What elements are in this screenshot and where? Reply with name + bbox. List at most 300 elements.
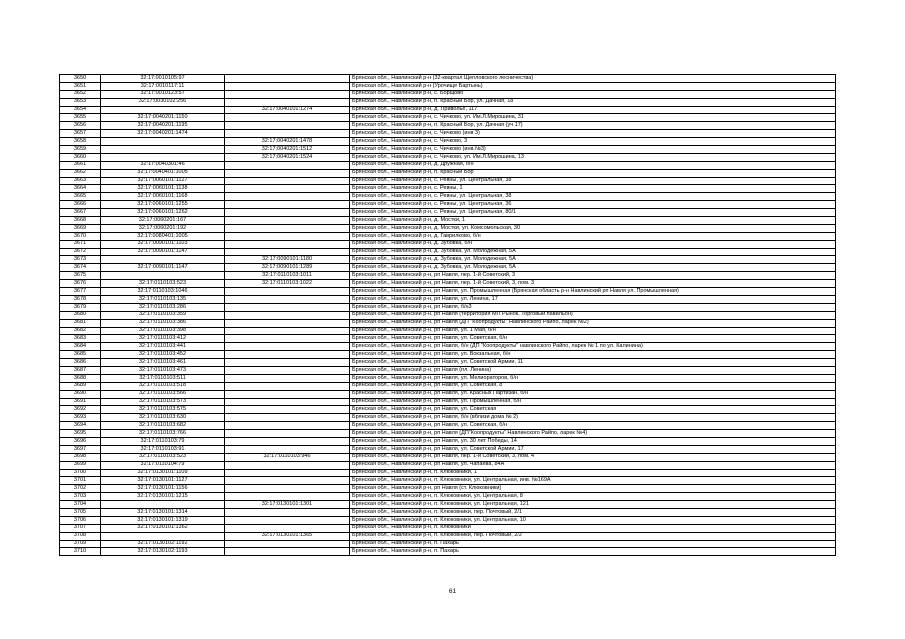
cadastral-number-cell: 32:17:0110103:575 [101, 406, 225, 414]
cadastral-number-cell [101, 138, 225, 146]
cadastral-number-cell: 32:17:0040301:46 [101, 161, 225, 169]
row-number-cell: 3696 [60, 437, 101, 445]
row-number-cell: 3660 [60, 153, 101, 161]
row-number-cell: 3662 [60, 169, 101, 177]
cadastral-number-cell: 32:17:0110103:518 [101, 382, 225, 390]
cadastral-number-cell [101, 501, 225, 509]
address-cell: Брянская обл., Навлинский р-н, с. Чичково (инв.№3) [350, 146, 836, 154]
sub-cadastral-number-cell [225, 224, 350, 232]
row-number-cell: 3709 [60, 540, 101, 548]
sub-cadastral-number-cell [225, 295, 350, 303]
row-number-cell: 3686 [60, 359, 101, 367]
sub-cadastral-number-cell [225, 177, 350, 185]
row-number-cell: 3666 [60, 201, 101, 209]
address-cell: Брянская обл., Навлинский р-н, рп Навля, ул. Красных Партизан, б/н [350, 390, 836, 398]
address-cell: Брянская обл., Навлинский р-н, с. Ревны, 1 [350, 185, 836, 193]
address-cell: Брянская обл., Навлинский р-н, рп Навля, пер. 1-й Советский, 3, пом. 4 [350, 453, 836, 461]
table-row [60, 327, 836, 335]
table-row [60, 201, 836, 209]
table-row [60, 153, 836, 161]
cadastral-number-cell: 32:17:0130102:1192 [101, 540, 225, 548]
address-cell: Брянская обл., Навлинский р-н, рп Навля, ул. Чапаева, 84А [350, 461, 836, 469]
row-number-cell: 3671 [60, 240, 101, 248]
row-number-cell: 3651 [60, 82, 101, 90]
cadastral-number-cell: 32:17:0110103:135 [101, 295, 225, 303]
address-cell: Брянская обл., Навлинский р-н, п. Красный Бор, ул. Дачная (уч 17) [350, 122, 836, 130]
table-row [60, 430, 836, 438]
sub-cadastral-number-cell [225, 232, 350, 240]
address-cell: Брянская обл., Навлинский р-н, рп Навля, ул. Советская, 8 [350, 382, 836, 390]
row-number-cell: 3697 [60, 445, 101, 453]
address-cell: Брянская обл., Навлинский р-н, рп Навля, ул. Мелиораторов, б/н [350, 374, 836, 382]
address-cell: Брянская обл., Навлинский р-н, с. Чичково, 3 [350, 138, 836, 146]
register-table-body [60, 75, 836, 556]
row-number-cell: 3656 [60, 122, 101, 130]
table-row [60, 374, 836, 382]
address-cell: Брянская обл., Навлинский р-н, с. Ревны, ул. Центральная, 36 [350, 201, 836, 209]
cadastral-number-cell: 32:17:0060101:1138 [101, 185, 225, 193]
table-row [60, 485, 836, 493]
sub-cadastral-number-cell [225, 540, 350, 548]
sub-cadastral-number-cell [225, 390, 350, 398]
sub-cadastral-number-cell [225, 366, 350, 374]
cadastral-number-cell: 32:17:0040201:1195 [101, 122, 225, 130]
cadastral-number-cell: 32:17:0130101:1215 [101, 493, 225, 501]
table-row [60, 98, 836, 106]
table-row [60, 524, 836, 532]
address-cell: Брянская обл., Навлинский р-н, д. Зубовка, б/н [350, 240, 836, 248]
row-number-cell: 3650 [60, 75, 101, 83]
cadastral-number-cell: 32:17:0110103:511 [101, 374, 225, 382]
row-number-cell: 3705 [60, 508, 101, 516]
row-number-cell: 3654 [60, 106, 101, 114]
row-number-cell: 3690 [60, 390, 101, 398]
address-cell: Брянская обл., Навлинский р-н, рп Навля, ул. 30 лет Победы, 14 [350, 437, 836, 445]
address-cell: Брянская обл., Навлинский р-н, рп Навля, ул. Ленина, 17 [350, 295, 836, 303]
page-number: 61 [448, 588, 457, 595]
sub-cadastral-number-cell [225, 217, 350, 225]
sub-cadastral-number-cell: 32:17:0090101:1180 [225, 256, 350, 264]
table-row [60, 90, 836, 98]
cadastral-number-cell: 32:17:0110103:573 [101, 398, 225, 406]
table-row [60, 311, 836, 319]
cadastral-number-cell: 32:17:0110103:91 [101, 445, 225, 453]
address-cell: Брянская обл., Навлинский р-н, рп Навля, б/н3 [350, 303, 836, 311]
sub-cadastral-number-cell [225, 311, 350, 319]
row-number-cell: 3664 [60, 185, 101, 193]
address-cell: Брянская обл., Навлинский р-н, д. Зубовка, ул. Молодежная, 5А [350, 264, 836, 272]
row-number-cell: 3670 [60, 232, 101, 240]
row-number-cell: 3675 [60, 272, 101, 280]
sub-cadastral-number-cell [225, 516, 350, 524]
table-row [60, 217, 836, 225]
address-cell: Брянская обл., Навлинский р-н, д. Зубовка, ул. Молодежная, 5А [350, 256, 836, 264]
table-row [60, 256, 836, 264]
cadastral-number-cell: 32:17:0090101:1147 [101, 248, 225, 256]
address-cell: Брянская обл., Навлинский р-н, рп Навля, ул. Советская, б/н [350, 335, 836, 343]
cadastral-number-cell: 32:17:0010117:11 [101, 82, 225, 90]
sub-cadastral-number-cell [225, 461, 350, 469]
address-cell: Брянская обл., Навлинский р-н, с. Ревны, ул. Центральная, 38 [350, 193, 836, 201]
address-cell: Брянская обл., Навлинский р-н, п. Клюковники, ул. Центральная, 10 [350, 516, 836, 524]
table-row [60, 406, 836, 414]
sub-cadastral-number-cell [225, 351, 350, 359]
table-row [60, 437, 836, 445]
sub-cadastral-number-cell [225, 398, 350, 406]
cadastral-number-cell: 32:17:0110103:630 [101, 414, 225, 422]
sub-cadastral-number-cell [225, 406, 350, 414]
address-cell: Брянская обл., Навлинский р-н, рп Навля, ул. Советской Армии, 11 [350, 359, 836, 367]
address-cell: Брянская обл., Навлинский р-н, п. Клюковники, ул. Центральная, 8 [350, 493, 836, 501]
address-cell: Брянская обл., Навлинский р-н, д. Мостки, ул. Комсомольская, 30 [350, 224, 836, 232]
address-cell: Брянская обл., Навлинский р-н, рп Навля, ул. Советской Армии, 17 [350, 445, 836, 453]
cadastral-number-cell: 32:17:0060201:192 [101, 224, 225, 232]
property-register-table [59, 74, 836, 556]
address-cell: Брянская обл., Навлинский р-н, д. Привольe, 117 [350, 106, 836, 114]
cadastral-number-cell: 32:17:0130101:1314 [101, 508, 225, 516]
row-number-cell: 3669 [60, 224, 101, 232]
row-number-cell: 3657 [60, 130, 101, 138]
address-cell: Брянская обл., Навлинский р-н, п. Клюковники, пер. Почтовый, 2/1 [350, 508, 836, 516]
sub-cadastral-number-cell: 32:17:0090101:1289 [225, 264, 350, 272]
address-cell: Брянская обл., Навлинский р-н, рп Навля (территория МП Рынок, Торговый павильон) [350, 311, 836, 319]
row-number-cell: 3680 [60, 311, 101, 319]
address-cell: Брянская обл., Навлинский р-н, рп Навля (пл. Ленина) [350, 366, 836, 374]
address-cell: Брянская обл., Навлинский р-н, с. Чичково, ул. Им.Л.Мирошина, 31 [350, 114, 836, 122]
sub-cadastral-number-cell [225, 430, 350, 438]
row-number-cell: 3683 [60, 335, 101, 343]
cadastral-number-cell [101, 146, 225, 154]
sub-cadastral-number-cell [225, 288, 350, 296]
sub-cadastral-number-cell [225, 114, 350, 122]
cadastral-number-cell: 32:17:0010123:57 [101, 90, 225, 98]
table-row [60, 319, 836, 327]
table-row [60, 224, 836, 232]
sub-cadastral-number-cell: 32:17:0130101:1365 [225, 532, 350, 540]
address-cell: Брянская обл., Навлинский р-н, рп Навля (ДП "Коопродукты" Навлинского Райпо, ларек №2) [350, 319, 836, 327]
address-cell: Брянская обл., Навлинский р-н, п. Пахарь [350, 540, 836, 548]
sub-cadastral-number-cell [225, 169, 350, 177]
cadastral-number-cell: 32:17:0110103:286 [101, 303, 225, 311]
row-number-cell: 3703 [60, 493, 101, 501]
sub-cadastral-number-cell [225, 437, 350, 445]
table-row [60, 303, 836, 311]
table-row [60, 209, 836, 217]
address-cell: Брянская обл., Навлинский р-н, рп Навля, ул. 1 Мая, б/н [350, 327, 836, 335]
cadastral-number-cell: 32:17:0130102:1193 [101, 548, 225, 556]
sub-cadastral-number-cell [225, 82, 350, 90]
row-number-cell: 3653 [60, 98, 101, 106]
cadastral-number-cell: 32:17:0110103:386 [101, 319, 225, 327]
row-number-cell: 3652 [60, 90, 101, 98]
cadastral-number-cell: 32:17:0110103:523 [101, 453, 225, 461]
cadastral-number-cell [101, 532, 225, 540]
row-number-cell: 3663 [60, 177, 101, 185]
table-row [60, 185, 836, 193]
address-cell: Брянская обл., Навлинский р-н, п. Клюковники [350, 524, 836, 532]
table-row [60, 398, 836, 406]
address-cell: Брянская обл., Навлинский р-н, п. Красный Бор, ул. Дачная, 18 [350, 98, 836, 106]
cadastral-number-cell: 32:17:0040401:1005 [101, 169, 225, 177]
cadastral-number-cell [101, 153, 225, 161]
row-number-cell: 3685 [60, 351, 101, 359]
address-cell: Брянская обл., Навлинский р-н, п. Клюковники, ул. Центральная, 121 [350, 501, 836, 509]
row-number-cell: 3658 [60, 138, 101, 146]
cadastral-number-cell: 32:17:0010105:97 [101, 75, 225, 83]
address-cell: Брянская обл., Навлинский р-н, с. Борщово [350, 90, 836, 98]
table-row [60, 516, 836, 524]
sub-cadastral-number-cell: 32:17:0110103:946 [225, 453, 350, 461]
cadastral-number-cell: 32:17:0110103:473 [101, 366, 225, 374]
sub-cadastral-number-cell [225, 240, 350, 248]
table-row [60, 422, 836, 430]
sub-cadastral-number-cell [225, 122, 350, 130]
table-row [60, 146, 836, 154]
cadastral-number-cell: 32:17:0090101:1147 [101, 264, 225, 272]
address-cell: Брянская обл., Навлинский р-н (Урочище Бартынь) [350, 82, 836, 90]
address-cell: Брянская обл., Навлинский р-н, с. Чичково, ул. Им.Л.Мирошина, 13 [350, 153, 836, 161]
table-row [60, 161, 836, 169]
address-cell: Брянская обл., Навлинский р-н, рп Навля, ул. Советская [350, 406, 836, 414]
cadastral-number-cell: 32:17:0040201:1474 [101, 130, 225, 138]
address-cell: Брянская обл., Навлинский р-н, рп Навля, ул. Вокзальная, б/н [350, 351, 836, 359]
cadastral-number-cell: 32:17:0130101:1319 [101, 516, 225, 524]
sub-cadastral-number-cell [225, 382, 350, 390]
cadastral-number-cell: 32:17:0130101:1127 [101, 477, 225, 485]
table-row [60, 280, 836, 288]
row-number-cell: 3672 [60, 248, 101, 256]
row-number-cell: 3689 [60, 382, 101, 390]
table-row [60, 461, 836, 469]
address-cell: Брянская обл., Навлинский р-н, д. Зубовка, ул. Молодежная, 5А [350, 248, 836, 256]
row-number-cell: 3700 [60, 469, 101, 477]
row-number-cell: 3688 [60, 374, 101, 382]
cadastral-number-cell: 32:17:0110103:398 [101, 327, 225, 335]
row-number-cell: 3691 [60, 398, 101, 406]
table-row [60, 359, 836, 367]
sub-cadastral-number-cell [225, 185, 350, 193]
table-row [60, 114, 836, 122]
sub-cadastral-number-cell [225, 524, 350, 532]
cadastral-number-cell: 32:17:0110103:79 [101, 437, 225, 445]
row-number-cell: 3695 [60, 430, 101, 438]
table-row [60, 508, 836, 516]
row-number-cell: 3673 [60, 256, 101, 264]
sub-cadastral-number-cell [225, 374, 350, 382]
sub-cadastral-number-cell [225, 485, 350, 493]
table-row [60, 264, 836, 272]
row-number-cell: 3704 [60, 501, 101, 509]
row-number-cell: 3665 [60, 193, 101, 201]
cadastral-number-cell: 32:17:0130101:1362 [101, 524, 225, 532]
row-number-cell: 3681 [60, 319, 101, 327]
address-cell: Брянская обл., Навлинский р-н, п. Красный Бор [350, 169, 836, 177]
table-row [60, 248, 836, 256]
table-row [60, 382, 836, 390]
address-cell: Брянская обл., Навлинский р-н, рп Навля, ул. Промышленная, б/н [350, 398, 836, 406]
row-number-cell: 3679 [60, 303, 101, 311]
sub-cadastral-number-cell: 32:17:0110103:1022 [225, 280, 350, 288]
cadastral-number-cell [101, 256, 225, 264]
address-cell: Брянская обл., Навлинский р-н, д. Дружная, б/н [350, 161, 836, 169]
sub-cadastral-number-cell [225, 445, 350, 453]
cadastral-number-cell: 32:17:0110103:1046 [101, 288, 225, 296]
table-row [60, 366, 836, 374]
address-cell: Брянская обл., Навлинский р-н, рп Навля, б/н (вблизи дома № 2) [350, 414, 836, 422]
sub-cadastral-number-cell: 32:17:0040201:1524 [225, 153, 350, 161]
sub-cadastral-number-cell [225, 414, 350, 422]
cadastral-number-cell: 32:17:0130101:1109 [101, 469, 225, 477]
table-row [60, 75, 836, 83]
sub-cadastral-number-cell [225, 469, 350, 477]
address-cell: Брянская обл., Навлинский р-н, с. Ревны, ул. Центральная, 80/1 [350, 209, 836, 217]
cadastral-number-cell: 32:17:0130101:1156 [101, 485, 225, 493]
cadastral-number-cell: 32:17:0060101:1168 [101, 193, 225, 201]
cadastral-number-cell: 32:17:0060101:1262 [101, 209, 225, 217]
row-number-cell: 3655 [60, 114, 101, 122]
cadastral-number-cell [101, 272, 225, 280]
cadastral-number-cell: 32:17:0090101:1103 [101, 240, 225, 248]
cadastral-number-cell: 32:17:0110103:359 [101, 311, 225, 319]
address-cell: Брянская обл., Навлинский р-н, д. Мостки, 1 [350, 217, 836, 225]
table-row [60, 445, 836, 453]
cadastral-number-cell: 32:17:0110103:412 [101, 335, 225, 343]
row-number-cell: 3659 [60, 146, 101, 154]
table-row [60, 122, 836, 130]
table-row [60, 343, 836, 351]
table-row [60, 501, 836, 509]
address-cell: Брянская обл., Навлинский р-н, п. Пахарь [350, 548, 836, 556]
sub-cadastral-number-cell [225, 303, 350, 311]
address-cell: Брянская обл., Навлинский р-н (32-квартал Щепловского лесничества) [350, 75, 836, 83]
cadastral-number-cell: 32:17:0080401:1005 [101, 232, 225, 240]
table-row [60, 295, 836, 303]
row-number-cell: 3678 [60, 295, 101, 303]
sub-cadastral-number-cell [225, 209, 350, 217]
cadastral-number-cell: 32:17:0060101:1127 [101, 177, 225, 185]
row-number-cell: 3698 [60, 453, 101, 461]
address-cell: Брянская обл., Навлинский р-н, рп Навля, ул. Советская, б/н [350, 422, 836, 430]
row-number-cell: 3682 [60, 327, 101, 335]
table-row [60, 540, 836, 548]
address-cell: Брянская обл., Навлинский р-н, д. Гаврилково, б/н [350, 232, 836, 240]
row-number-cell: 3706 [60, 516, 101, 524]
table-row [60, 82, 836, 90]
cadastral-number-cell: 32:17:0110103:452 [101, 351, 225, 359]
row-number-cell: 3684 [60, 343, 101, 351]
sub-cadastral-number-cell [225, 335, 350, 343]
address-cell: Брянская обл., Навлинский р-н, рп Навля (ст. Клюковники) [350, 485, 836, 493]
row-number-cell: 3674 [60, 264, 101, 272]
row-number-cell: 3687 [60, 366, 101, 374]
cadastral-number-cell [101, 106, 225, 114]
row-number-cell: 3693 [60, 414, 101, 422]
table-row [60, 493, 836, 501]
table-row [60, 414, 836, 422]
sub-cadastral-number-cell [225, 493, 350, 501]
table-row [60, 138, 836, 146]
table-row [60, 272, 836, 280]
table-row [60, 193, 836, 201]
sub-cadastral-number-cell [225, 359, 350, 367]
row-number-cell: 3661 [60, 161, 101, 169]
row-number-cell: 3699 [60, 461, 101, 469]
address-cell: Брянская обл., Навлинский р-н, п. Клюковники, пер. Почтовый, 2/2 [350, 532, 836, 540]
address-cell: Брянская обл., Навлинский р-н, с. Ревны, ул. Центральная, 38 [350, 177, 836, 185]
table-row [60, 351, 836, 359]
row-number-cell: 3692 [60, 406, 101, 414]
cadastral-number-cell: 32:17:0110104:79 [101, 461, 225, 469]
sub-cadastral-number-cell [225, 248, 350, 256]
sub-cadastral-number-cell: 32:17:0040201:1512 [225, 146, 350, 154]
table-row [60, 288, 836, 296]
sub-cadastral-number-cell [225, 508, 350, 516]
sub-cadastral-number-cell [225, 343, 350, 351]
cadastral-number-cell: 32:17:0110103:523 [101, 280, 225, 288]
address-cell: Брянская обл., Навлинский р-н, рп Навля (ДП"Коопродукты" Навлинского Райпо, ларек №4) [350, 430, 836, 438]
sub-cadastral-number-cell: 32:17:0110103:1011 [225, 272, 350, 280]
table-row [60, 335, 836, 343]
address-cell: Брянская обл., Навлинский р-н, рп Навля, ул. Промышленная (Брянская область р-н Навлинский рп Навля ул. Промышленная) [350, 288, 836, 296]
address-cell: Брянская обл., Навлинский р-н, рп Навля, б/н (ДП "Коопродукты" навлинского Райпо, ларек № 1 по ул. Калинина) [350, 343, 836, 351]
sub-cadastral-number-cell [225, 422, 350, 430]
table-row [60, 106, 836, 114]
cadastral-number-cell: 32:17:0060201:167 [101, 217, 225, 225]
sub-cadastral-number-cell [225, 98, 350, 106]
table-row [60, 453, 836, 461]
cadastral-number-cell: 32:17:0110103:566 [101, 390, 225, 398]
address-cell: Брянская обл., Навлинский р-н, с. Чичково (инв 3) [350, 130, 836, 138]
row-number-cell: 3710 [60, 548, 101, 556]
sub-cadastral-number-cell [225, 327, 350, 335]
row-number-cell: 3668 [60, 217, 101, 225]
sub-cadastral-number-cell [225, 319, 350, 327]
sub-cadastral-number-cell [225, 130, 350, 138]
table-row [60, 130, 836, 138]
sub-cadastral-number-cell [225, 193, 350, 201]
row-number-cell: 3707 [60, 524, 101, 532]
cadastral-number-cell: 32:17:0110103:766 [101, 430, 225, 438]
row-number-cell: 3702 [60, 485, 101, 493]
sub-cadastral-number-cell [225, 201, 350, 209]
table-row [60, 177, 836, 185]
sub-cadastral-number-cell [225, 90, 350, 98]
table-row [60, 240, 836, 248]
cadastral-number-cell: 32:17:0110103:441 [101, 343, 225, 351]
cadastral-number-cell: 32:17:0110103:461 [101, 359, 225, 367]
cadastral-number-cell: 32:17:0040201:1150 [101, 114, 225, 122]
table-row [60, 469, 836, 477]
sub-cadastral-number-cell [225, 477, 350, 485]
table-row [60, 169, 836, 177]
row-number-cell: 3676 [60, 280, 101, 288]
row-number-cell: 3701 [60, 477, 101, 485]
table-row [60, 390, 836, 398]
sub-cadastral-number-cell [225, 161, 350, 169]
row-number-cell: 3694 [60, 422, 101, 430]
row-number-cell: 3667 [60, 209, 101, 217]
table-row [60, 548, 836, 556]
table-row [60, 232, 836, 240]
address-cell: Брянская обл., Навлинский р-н, рп Навля, пер. 1-й Советский, 3, пом. 3 [350, 280, 836, 288]
address-cell: Брянская обл., Навлинский р-н, п. Клюковники, 1 [350, 469, 836, 477]
table-row [60, 532, 836, 540]
cadastral-number-cell: 32:17:0030102:256 [101, 98, 225, 106]
cadastral-number-cell: 32:17:0110103:682 [101, 422, 225, 430]
cadastral-number-cell: 32:17:0060101:1255 [101, 201, 225, 209]
sub-cadastral-number-cell [225, 548, 350, 556]
sub-cadastral-number-cell [225, 75, 350, 83]
